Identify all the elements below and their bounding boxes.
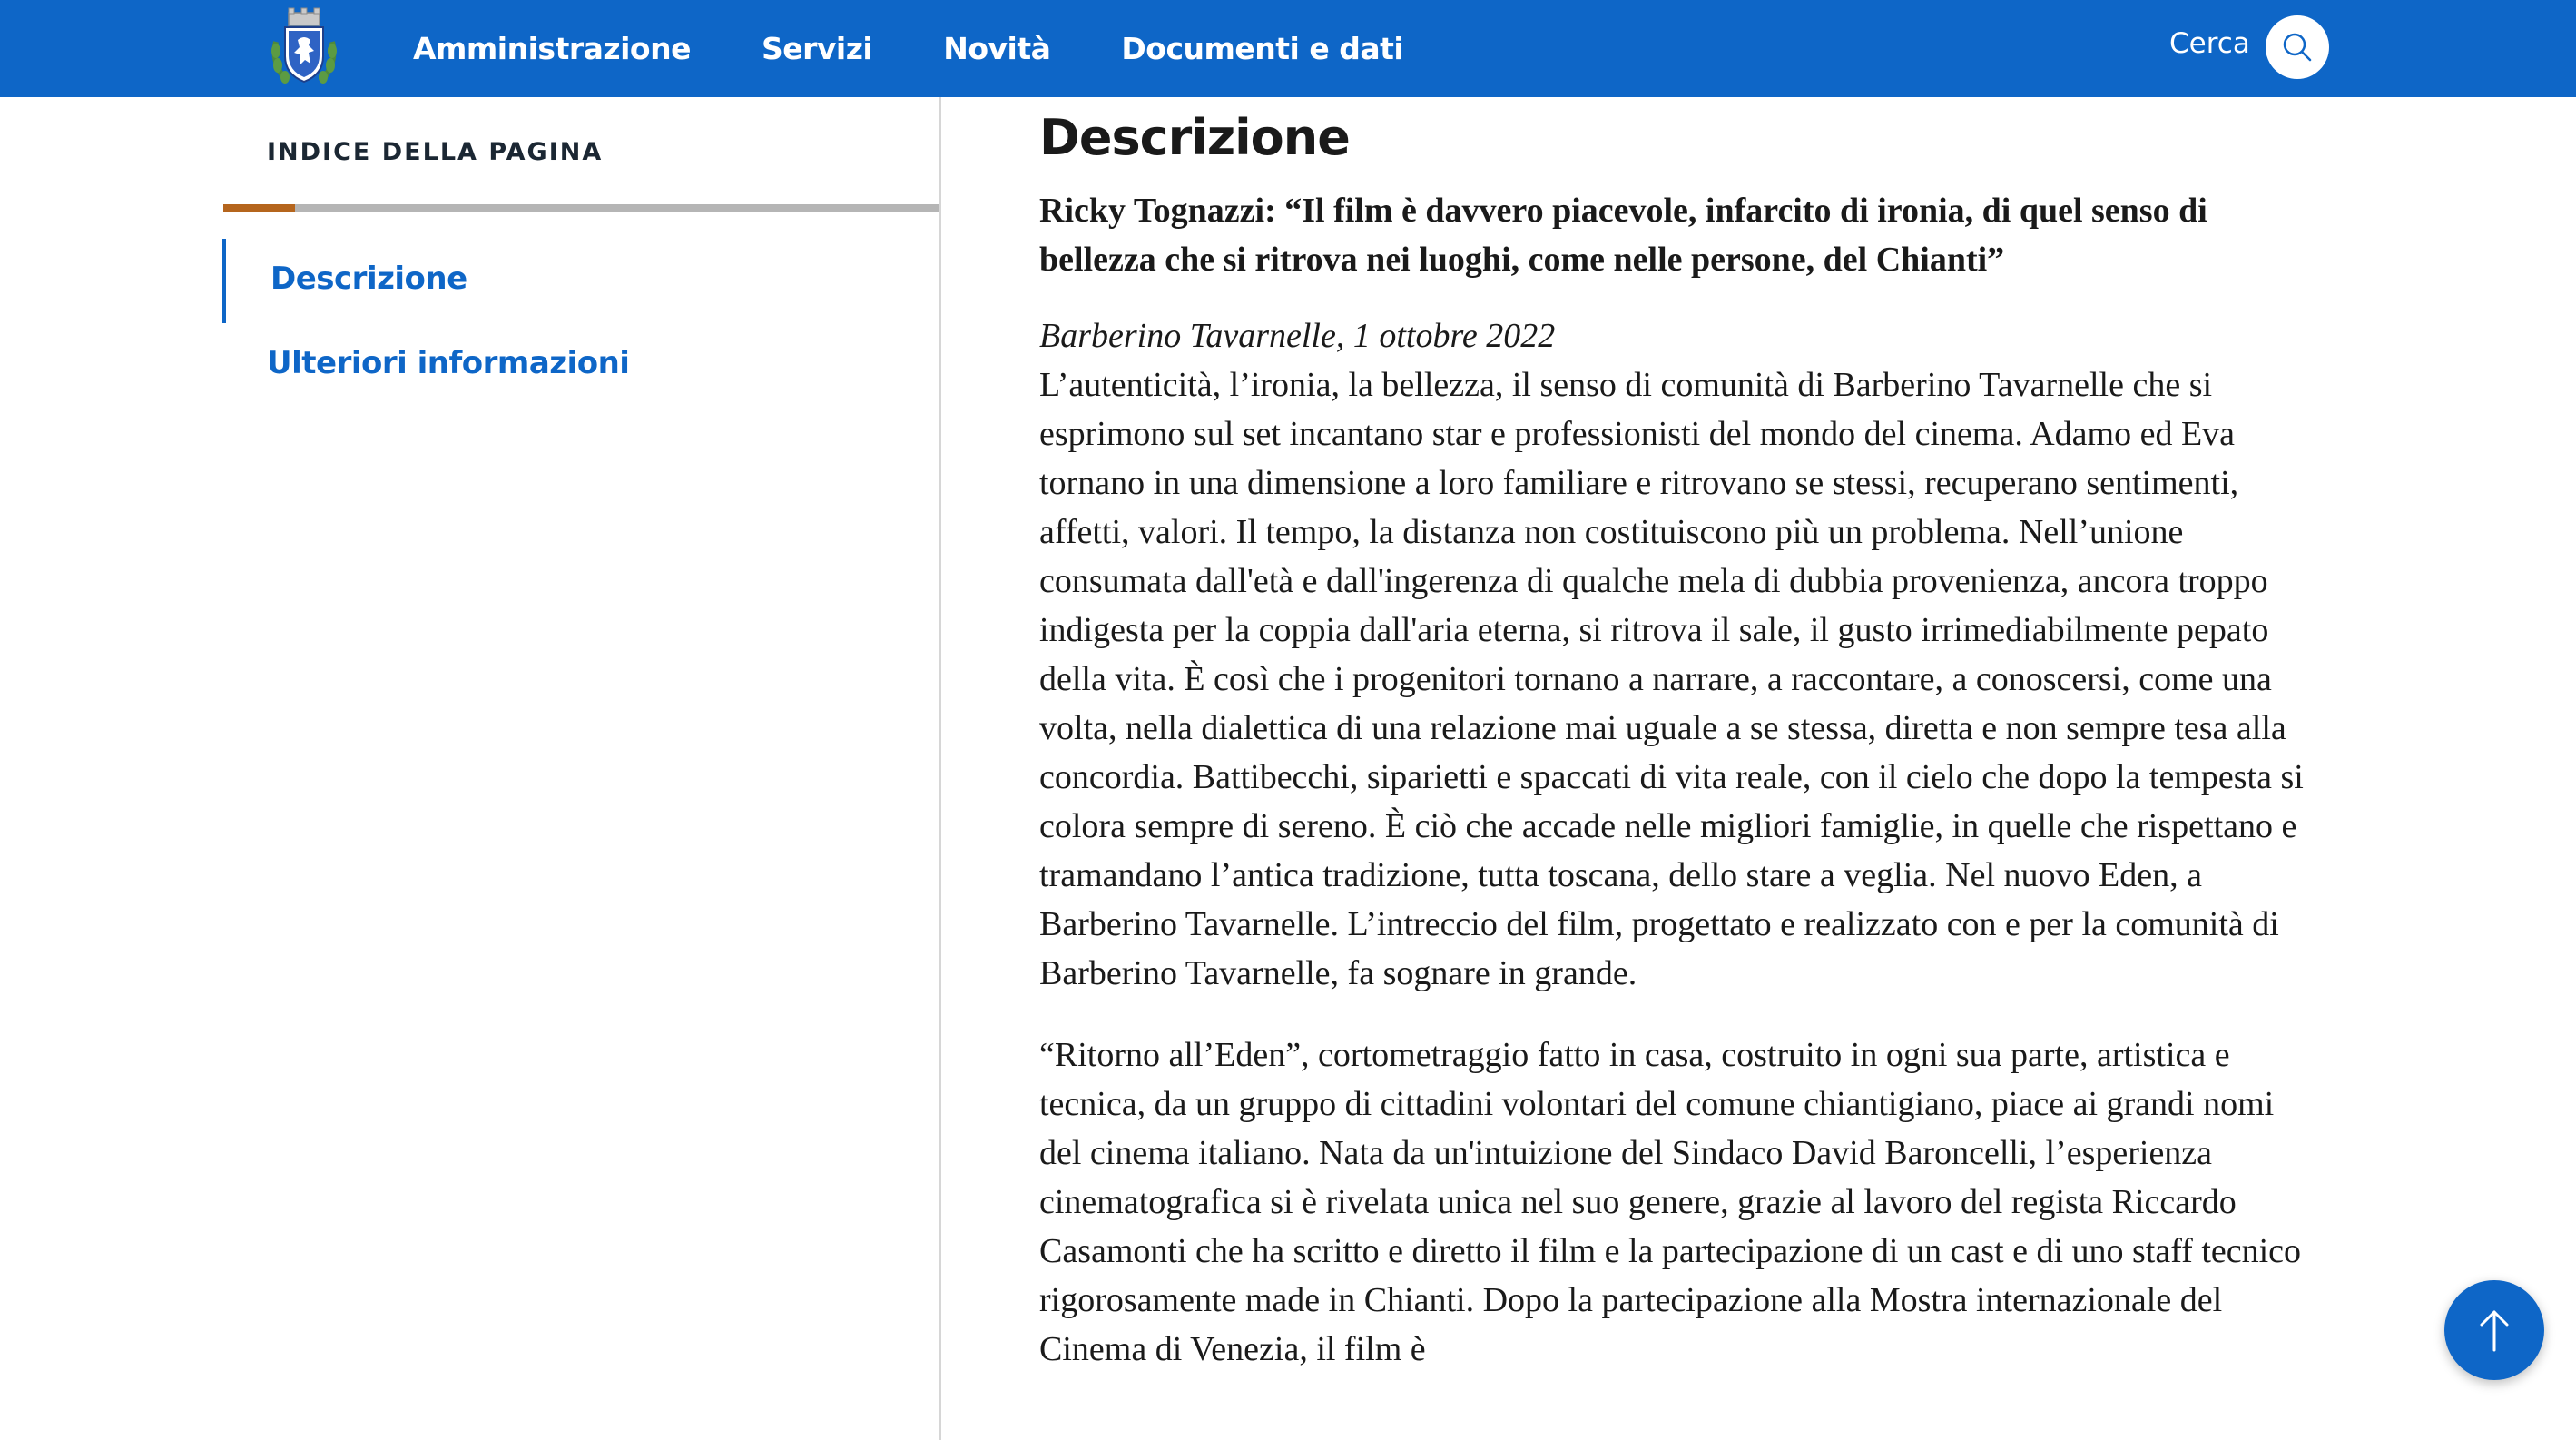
dateline: Barberino Tavarnelle, 1 ottobre 2022 [1039,317,1556,355]
nav-item-documenti-e-dati[interactable]: Documenti e dati [1121,31,1404,66]
body-paragraph-2: “Ritorno all’Eden”, cortometraggio fatto in casa, costruito in ogni sua parte, artistica e tecnica, da un gruppo di cittadini volontari del comune chiantigiano, piace ai grandi nomi del cinema italiano. Nata da un'intuizione del Sindaco David Baroncelli, l’esperienza cinematografica si è rivelata unica nel suo genere, grazie al lavoro del regista Riccardo Casamonti che ha scritto e diretto il film e la partecipazione di un cast e di uno staff tecnico rigorosamente made in Chianti. Dopo la partecipazione alla Mostra internazionale del Cinema di Venezia, il film è [1039,1036,2302,1368]
main-navigation [413,0,1474,97]
lead-quote: Ricky Tognazzi: “Il film è davvero piacevole, infarcito di ironia, di quel senso di bellezza che si ritrova nei luoghi, come nelle persone, del Chianti” [1039,192,2207,279]
search-icon [2279,29,2315,65]
coat-of-arms-logo[interactable] [263,5,345,91]
back-to-top-button[interactable] [2444,1280,2544,1380]
active-item-indicator [222,239,226,323]
main-content [1039,109,2306,1406]
page-index-title: INDICE DELLA PAGINA [267,138,604,166]
sidebar-divider [939,97,941,1440]
search-label[interactable]: Cerca [2169,27,2250,60]
page-index-progress-fill [223,204,295,212]
top-navigation-bar [0,0,2576,97]
toc-item-ulteriori-informazioni[interactable]: Ulteriori informazioni [267,345,630,381]
nav-item-servizi[interactable]: Servizi [761,31,873,66]
arrow-up-icon [2474,1307,2514,1354]
page-index-progress-bar [223,204,940,212]
nav-item-amministrazione[interactable]: Amministrazione [413,31,691,66]
nav-item-novita[interactable]: Novità [943,31,1051,66]
body-paragraph-1: L’autenticità, l’ironia, la bellezza, il senso di comunità di Barberino Tavarnelle che si esprimono sul set incantano star e professionisti del mondo del cinema. Adamo ed Eva tornano in una dimensione a loro familiare e ritrovano se stessi, recuperano sentimenti, affetti, valori. Il tempo, la distanza non costituiscono più un problema. Nell’unione consumata dall'età e dall'ingerenza di qualche mela di dubbia provenienza, ancora troppo indigesta per la coppia dall'aria eterna, si ritrova il sale, il gusto irrimediabilmente pepato della vita. È così che i progenitori tornano a narrare, a raccontare, a conoscersi, come una volta, nella dialettica di una relazione mai uguale a se stessa, diretta e non sempre tesa alla concordia. Battibecchi, siparietti e spaccati di vita reale, con il cielo che dopo la tempesta si colora sempre di sereno. È ciò che accade nelle migliori famiglie, in quelle che rispettano e tramandano l’antica tradizione, tutta toscana, dello stare a veglia. Nel nuovo Eden, a Barberino Tavarnelle. L’intreccio del film, progettato e realizzato con e per la comunità di Barberino Tavarnelle, fa sognare in grande. [1039,366,2304,992]
coat-of-arms-icon [263,5,345,91]
search-button[interactable] [2266,15,2329,79]
toc-item-descrizione[interactable]: Descrizione [270,261,467,297]
section-title: Descrizione [1039,109,1350,166]
